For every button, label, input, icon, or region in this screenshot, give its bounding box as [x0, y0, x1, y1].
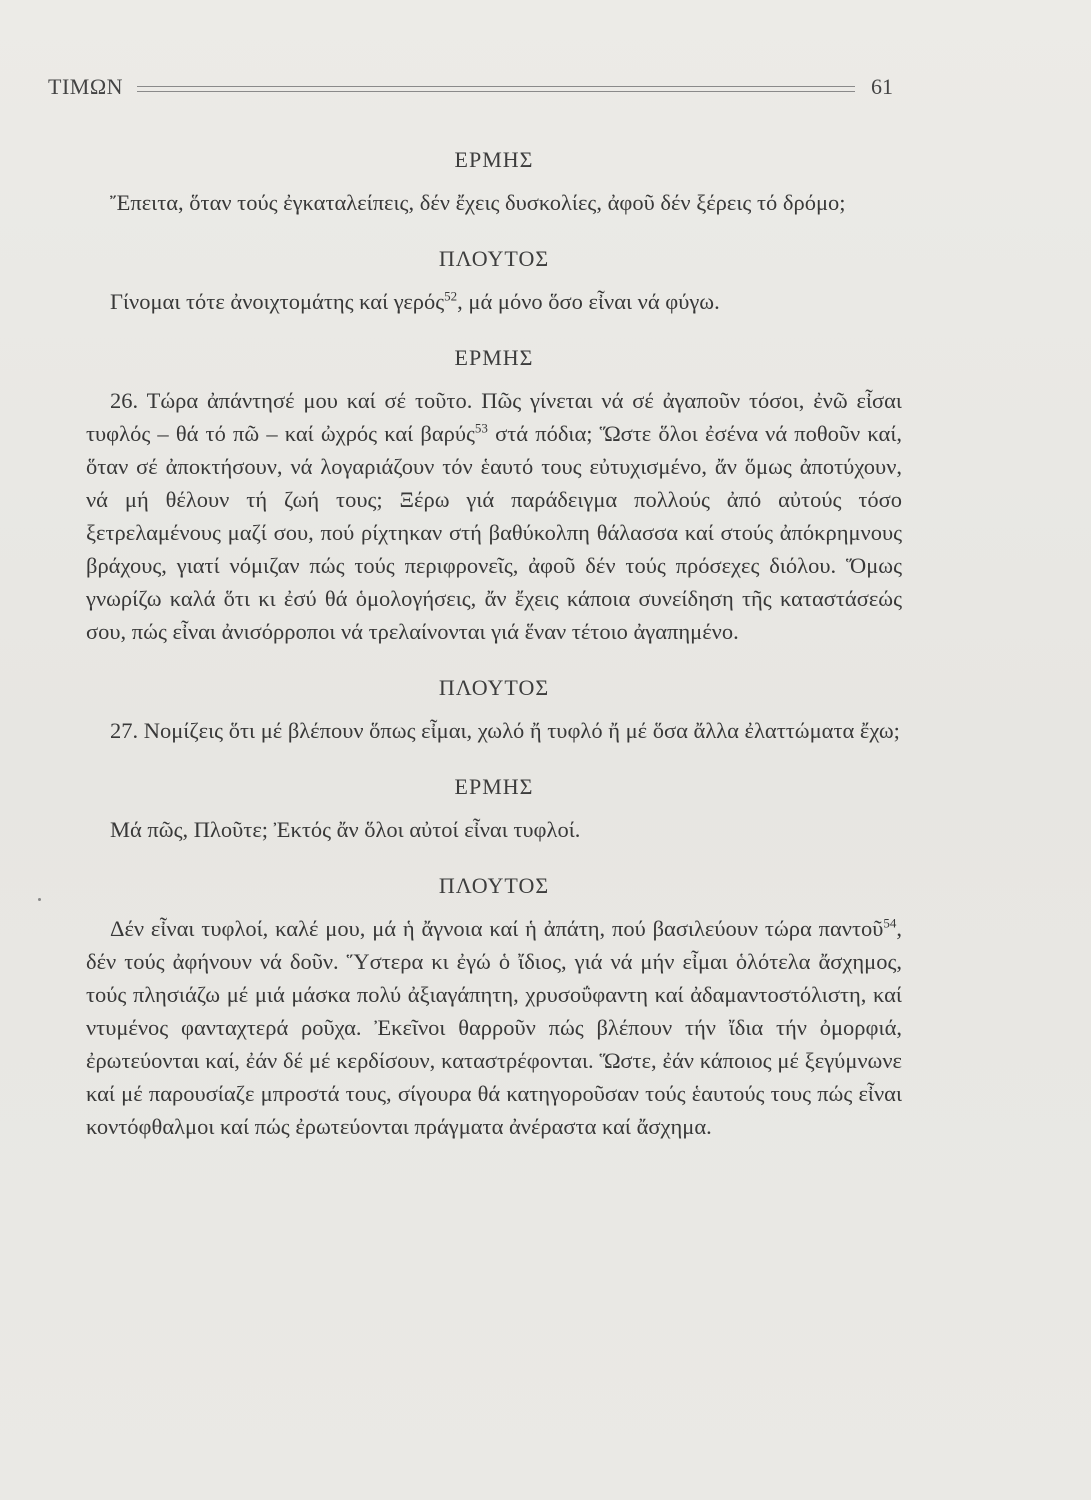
speaker-heading: ΕΡΜΗΣ — [454, 147, 534, 172]
dialogue-paragraph: 27. Νομίζεις ὅτι μέ βλέπουν ὅπως εἶμαι, χωλό ἤ τυφλό ἤ μέ ὅσα ἄλλα ἐλαττώματα ἔχω; — [110, 718, 900, 743]
dialogue-text — [86, 140, 902, 1143]
speaker-heading: ΕΡΜΗΣ — [454, 774, 534, 799]
footnote-marker: 52 — [444, 288, 458, 304]
dialogue-paragraph: 26. Τώρα ἀπάντησέ μου καί σέ τοῦτο. Πῶς γίνεται νά σέ ἀγαποῦν τόσοι, ἐνῶ εἶσαι τυφλός – θά τό πῶ – καί ὠχρός καί βαρύς$^{53}$ στά πόδια; Ὥστε ὅλοι ἐσένα νά ποθοῦν καί, ὅταν σέ ἀποκτήσουν, νά λογαριάζουν τόν ἑαυτό τους εὐτυχισμένο, ἄν ὅμως ἀποτύχουν, νά μή θέλουν τή ζωή τους; Ξέρω γιά παράδειγμα πολλούς ἀπό αὐτούς τόσο ξετρελαμένους μαζί σου, πού ρίχτηκαν στή βαθύκολπη θάλασσα καί στούς ἀπόκρημνους βράχους, γιατί νόμιζαν πώς τούς περιφρονεῖς, ἀφοῦ δέν τούς πρόσεχες διόλου. Ὅμως γνωρίζω καλά ὅτι κι ἐσύ θά ὁμολογήσεις, ἄν ἔχεις κάποια συνείδηση τῆς καταστάσεώς σου, πώς εἶναι ἀνισόρροποι νά τρελαίνονται γιά ἕναν τέτοιο ἀγαπημένο. — [86, 388, 902, 644]
speaker-heading: ΠΛΟΥΤΟΣ — [438, 675, 550, 700]
speaker-heading: ΠΛΟΥΤΟΣ — [438, 246, 550, 271]
speaker-heading: ΠΛΟΥΤΟΣ — [438, 873, 550, 898]
header-rule — [137, 86, 855, 92]
dialogue-paragraph: Δέν εἶναι τυφλοί, καλέ μου, μά ἡ ἄγνοια καί ἡ ἀπάτη, πού βασιλεύουν τώρα παντοῦ$^{54}$, δέν τούς ἀφήνουν νά δοῦν. Ὕστερα κι ἐγώ ὁ ἴδιος, γιά νά μήν εἶμαι ὁλότελα ἄσχημος, τούς πλησιάζω μέ μιά μάσκα πολύ ἀξιαγάπητη, χρυσοΰφαντη καί ἀδαμαντοστόλιστη, καί ντυμένος φανταχτερά ροῦχα. Ἐκεῖνοι θαρροῦν πώς βλέπουν τήν ἴδια τήν ὀμορφιά, ἐρωτεύονται καί, ἐάν δέ μέ κερδίσουν, καταστρέφονται. Ὥστε, ἐάν κάποιος μέ ξεγύμνωνε καί μέ παρουσίαζε μπροστά τους, σίγουρα θά κατηγοροῦσαν τούς ἑαυτούς τους πώς εἶναι κοντόφθαλμοι καί πώς ἐρωτεύονται πράγματα ἀνέραστα καί ἄσχημα. — [86, 915, 902, 1139]
dialogue-paragraph: Ἔπειτα, ὅταν τούς ἐγκαταλείπεις, δέν ἔχεις δυσκολίες, ἀφοῦ δέν ξέρεις τό δρόμο; — [110, 190, 846, 215]
footnote-marker: 54 — [883, 915, 897, 931]
dialogue-paragraph: Μά πῶς, Πλοῦτε; Ἐκτός ἄν ὅλοι αὐτοί εἶναι τυφλοί. — [110, 817, 581, 842]
running-head — [48, 72, 893, 102]
running-title: ΤΙΜΩΝ — [48, 74, 124, 99]
footnote-marker: 53 — [474, 420, 488, 436]
speaker-heading: ΕΡΜΗΣ — [454, 345, 534, 370]
page-number: 61 — [871, 74, 893, 99]
ink-speck — [38, 898, 41, 901]
dialogue-paragraph: Γίνομαι τότε ἀνοιχτομάτης καί γερός$^{52}$, μά μόνο ὅσο εἶναι νά φύγω. — [110, 288, 720, 314]
